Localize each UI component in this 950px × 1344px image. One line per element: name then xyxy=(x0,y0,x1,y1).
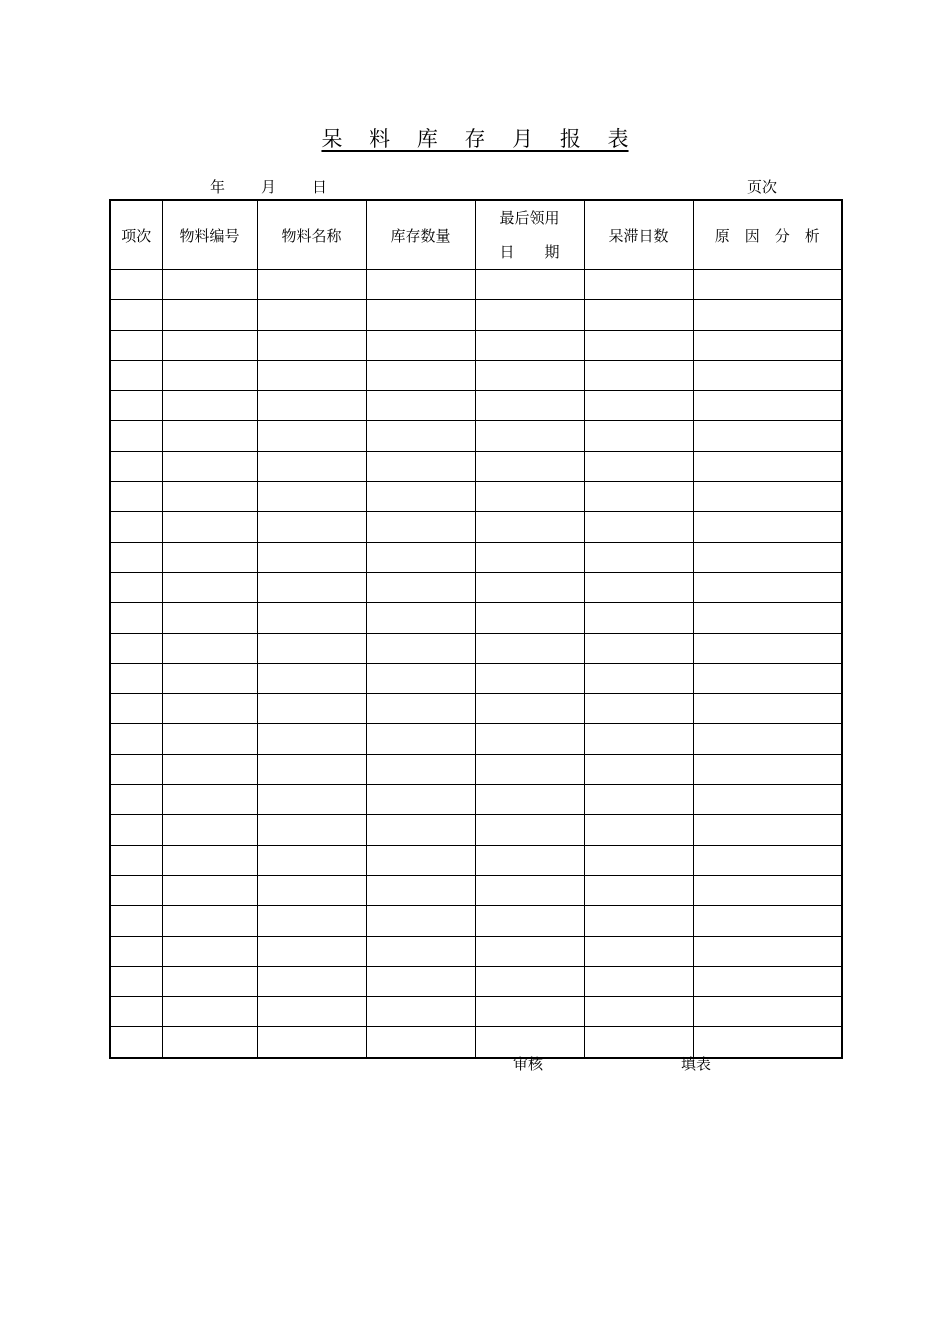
table-cell[interactable] xyxy=(257,391,366,421)
table-cell[interactable] xyxy=(162,482,257,512)
page-number-label: 页次 xyxy=(747,178,778,196)
table-row xyxy=(110,966,842,996)
table-cell[interactable] xyxy=(257,482,366,512)
table-cell[interactable] xyxy=(584,724,693,754)
table-row xyxy=(110,572,842,602)
table-cell[interactable] xyxy=(257,603,366,633)
table-cell[interactable] xyxy=(366,360,475,390)
table-cell[interactable] xyxy=(257,542,366,572)
table-cell[interactable] xyxy=(257,906,366,936)
table-cell[interactable] xyxy=(162,724,257,754)
table-cell[interactable] xyxy=(162,815,257,845)
table-cell[interactable] xyxy=(693,391,842,421)
table-cell[interactable] xyxy=(584,694,693,724)
table-cell[interactable] xyxy=(475,482,584,512)
table-cell[interactable] xyxy=(110,936,162,966)
table-cell[interactable] xyxy=(162,300,257,330)
table-cell[interactable] xyxy=(257,1027,366,1058)
header-last-issue-line1: 最后领用 xyxy=(499,209,560,227)
table-cell[interactable] xyxy=(693,815,842,845)
table-cell[interactable] xyxy=(110,633,162,663)
table-cell[interactable] xyxy=(366,512,475,542)
table-cell[interactable] xyxy=(257,360,366,390)
table-cell[interactable] xyxy=(693,694,842,724)
table-cell[interactable] xyxy=(257,936,366,966)
table-cell[interactable] xyxy=(366,936,475,966)
table-cell[interactable] xyxy=(366,451,475,481)
header-reason-analysis: 原 因 分 析 xyxy=(693,200,842,270)
table-cell[interactable] xyxy=(162,360,257,390)
table-cell[interactable] xyxy=(584,542,693,572)
table-cell[interactable] xyxy=(366,724,475,754)
table-cell[interactable] xyxy=(110,542,162,572)
table-cell[interactable] xyxy=(693,997,842,1027)
table-cell[interactable] xyxy=(162,785,257,815)
table-cell[interactable] xyxy=(584,330,693,360)
table-cell[interactable] xyxy=(584,845,693,875)
table-cell[interactable] xyxy=(693,724,842,754)
table-cell[interactable] xyxy=(162,633,257,663)
table-cell[interactable] xyxy=(366,663,475,693)
table-cell[interactable] xyxy=(366,572,475,602)
header-material-code: 物料编号 xyxy=(162,200,257,270)
table-cell[interactable] xyxy=(162,754,257,784)
table-cell[interactable] xyxy=(475,451,584,481)
table-cell[interactable] xyxy=(584,1027,693,1058)
table-cell[interactable] xyxy=(475,330,584,360)
table-cell[interactable] xyxy=(584,966,693,996)
table-cell[interactable] xyxy=(584,482,693,512)
table-cell[interactable] xyxy=(584,633,693,663)
table-row xyxy=(110,694,842,724)
table-cell[interactable] xyxy=(257,663,366,693)
table-cell[interactable] xyxy=(584,360,693,390)
table-cell[interactable] xyxy=(110,663,162,693)
day-label: 日 xyxy=(312,178,328,196)
table-cell[interactable] xyxy=(366,421,475,451)
table-cell[interactable] xyxy=(110,785,162,815)
table-cell[interactable] xyxy=(162,270,257,300)
review-label: 审核 xyxy=(513,1055,544,1073)
table-cell[interactable] xyxy=(257,815,366,845)
table-row xyxy=(110,1027,842,1058)
table-cell[interactable] xyxy=(110,360,162,390)
table-cell[interactable] xyxy=(693,845,842,875)
table-cell[interactable] xyxy=(584,815,693,845)
table-cell[interactable] xyxy=(475,360,584,390)
table-cell[interactable] xyxy=(257,694,366,724)
table-cell[interactable] xyxy=(110,451,162,481)
table-row xyxy=(110,724,842,754)
table-cell[interactable] xyxy=(475,754,584,784)
table-cell[interactable] xyxy=(584,451,693,481)
table-cell[interactable] xyxy=(162,512,257,542)
table-cell[interactable] xyxy=(693,512,842,542)
table-cell[interactable] xyxy=(693,633,842,663)
header-item-no: 项次 xyxy=(110,200,162,270)
table-cell[interactable] xyxy=(162,391,257,421)
header-last-issue-date xyxy=(475,200,584,270)
table-cell[interactable] xyxy=(366,754,475,784)
table-cell[interactable] xyxy=(110,1027,162,1058)
table-row xyxy=(110,936,842,966)
table-cell[interactable] xyxy=(110,754,162,784)
table-row xyxy=(110,603,842,633)
table-cell[interactable] xyxy=(693,360,842,390)
table-cell[interactable] xyxy=(693,482,842,512)
table-cell[interactable] xyxy=(366,633,475,663)
table-cell[interactable] xyxy=(475,997,584,1027)
header-stock-qty: 库存数量 xyxy=(366,200,475,270)
table-cell[interactable] xyxy=(693,300,842,330)
table-cell[interactable] xyxy=(475,270,584,300)
table-cell[interactable] xyxy=(475,300,584,330)
table-cell[interactable] xyxy=(257,997,366,1027)
table-cell[interactable] xyxy=(110,482,162,512)
table-row xyxy=(110,360,842,390)
table-cell[interactable] xyxy=(162,1027,257,1058)
table-cell[interactable] xyxy=(584,572,693,602)
table-cell[interactable] xyxy=(257,754,366,784)
table-cell[interactable] xyxy=(693,785,842,815)
table-cell[interactable] xyxy=(693,572,842,602)
table-row xyxy=(110,815,842,845)
table-cell[interactable] xyxy=(475,785,584,815)
table-cell[interactable] xyxy=(584,512,693,542)
table-cell[interactable] xyxy=(475,633,584,663)
table-cell[interactable] xyxy=(110,391,162,421)
table-cell[interactable] xyxy=(584,997,693,1027)
table-cell[interactable] xyxy=(257,330,366,360)
date-line xyxy=(210,176,327,197)
table-cell[interactable] xyxy=(162,663,257,693)
table-cell[interactable] xyxy=(110,966,162,996)
table-cell[interactable] xyxy=(475,694,584,724)
table-cell[interactable] xyxy=(110,906,162,936)
table-cell[interactable] xyxy=(162,906,257,936)
month-label: 月 xyxy=(261,178,277,196)
table-cell[interactable] xyxy=(693,966,842,996)
table-cell[interactable] xyxy=(693,936,842,966)
table-cell[interactable] xyxy=(257,421,366,451)
report-table xyxy=(109,199,843,1059)
table-row xyxy=(110,542,842,572)
table-cell[interactable] xyxy=(584,936,693,966)
table-row xyxy=(110,845,842,875)
table-cell[interactable] xyxy=(584,754,693,784)
table-cell[interactable] xyxy=(257,633,366,663)
table-cell[interactable] xyxy=(475,572,584,602)
table-cell[interactable] xyxy=(366,330,475,360)
table-cell[interactable] xyxy=(584,421,693,451)
table-cell[interactable] xyxy=(110,694,162,724)
table-cell[interactable] xyxy=(110,512,162,542)
table-row xyxy=(110,906,842,936)
table-cell[interactable] xyxy=(110,572,162,602)
table-cell[interactable] xyxy=(475,663,584,693)
table-cell[interactable] xyxy=(257,966,366,996)
table-cell[interactable] xyxy=(693,330,842,360)
table-cell[interactable] xyxy=(366,542,475,572)
table-cell[interactable] xyxy=(162,845,257,875)
filler-label: 填表 xyxy=(681,1055,712,1073)
table-cell[interactable] xyxy=(162,572,257,602)
table-cell[interactable] xyxy=(693,663,842,693)
table-cell[interactable] xyxy=(110,845,162,875)
table-cell[interactable] xyxy=(584,663,693,693)
table-row xyxy=(110,421,842,451)
table-cell[interactable] xyxy=(475,512,584,542)
table-cell[interactable] xyxy=(162,997,257,1027)
table-cell[interactable] xyxy=(366,845,475,875)
table-cell[interactable] xyxy=(257,875,366,905)
table-row xyxy=(110,997,842,1027)
table-cell[interactable] xyxy=(110,421,162,451)
table-cell[interactable] xyxy=(162,451,257,481)
table-cell[interactable] xyxy=(475,875,584,905)
table-cell[interactable] xyxy=(693,270,842,300)
table-cell[interactable] xyxy=(693,906,842,936)
table-cell[interactable] xyxy=(475,936,584,966)
table-row xyxy=(110,754,842,784)
form-title-text: 呆 料 库 存 月 报 表 xyxy=(321,127,629,151)
table-cell[interactable] xyxy=(584,785,693,815)
table-cell[interactable] xyxy=(584,270,693,300)
table-cell[interactable] xyxy=(162,694,257,724)
table-cell[interactable] xyxy=(475,845,584,875)
table-row xyxy=(110,785,842,815)
table-cell[interactable] xyxy=(475,815,584,845)
table-cell[interactable] xyxy=(257,451,366,481)
table-cell[interactable] xyxy=(366,966,475,996)
table-cell[interactable] xyxy=(110,815,162,845)
table-cell[interactable] xyxy=(475,603,584,633)
table-cell[interactable] xyxy=(584,603,693,633)
table-cell[interactable] xyxy=(110,997,162,1027)
table-cell[interactable] xyxy=(475,542,584,572)
table-cell[interactable] xyxy=(366,1027,475,1058)
table-row xyxy=(110,270,842,300)
table-cell[interactable] xyxy=(257,270,366,300)
table-cell[interactable] xyxy=(693,1027,842,1058)
table-cell[interactable] xyxy=(162,421,257,451)
table-cell[interactable] xyxy=(693,603,842,633)
table-row xyxy=(110,391,842,421)
table-cell[interactable] xyxy=(584,906,693,936)
table-cell[interactable] xyxy=(366,391,475,421)
table-cell[interactable] xyxy=(162,542,257,572)
table-cell[interactable] xyxy=(366,785,475,815)
header-idle-days: 呆滞日数 xyxy=(584,200,693,270)
table-cell[interactable] xyxy=(475,966,584,996)
form-title xyxy=(0,123,950,153)
year-label: 年 xyxy=(210,178,226,196)
table-row xyxy=(110,663,842,693)
table-cell[interactable] xyxy=(257,300,366,330)
table-cell[interactable] xyxy=(257,785,366,815)
table-cell[interactable] xyxy=(257,845,366,875)
table-header-row xyxy=(110,200,842,270)
table-cell[interactable] xyxy=(366,300,475,330)
table-cell[interactable] xyxy=(162,603,257,633)
table-cell[interactable] xyxy=(257,572,366,602)
table-cell[interactable] xyxy=(366,815,475,845)
table-row xyxy=(110,451,842,481)
table-cell[interactable] xyxy=(693,451,842,481)
table-cell[interactable] xyxy=(693,421,842,451)
table-row xyxy=(110,512,842,542)
table-cell[interactable] xyxy=(475,391,584,421)
table-cell[interactable] xyxy=(475,906,584,936)
table-cell[interactable] xyxy=(693,754,842,784)
header-last-issue-line2: 日 期 xyxy=(499,243,560,261)
table-row xyxy=(110,482,842,512)
table-cell[interactable] xyxy=(366,694,475,724)
table-cell[interactable] xyxy=(162,966,257,996)
table-row xyxy=(110,300,842,330)
table-cell[interactable] xyxy=(110,724,162,754)
table-cell[interactable] xyxy=(162,330,257,360)
table-cell[interactable] xyxy=(584,875,693,905)
table-cell[interactable] xyxy=(693,875,842,905)
table-cell[interactable] xyxy=(110,270,162,300)
table-cell[interactable] xyxy=(475,421,584,451)
table-cell[interactable] xyxy=(110,330,162,360)
table-cell[interactable] xyxy=(110,300,162,330)
table-cell[interactable] xyxy=(693,542,842,572)
table-row xyxy=(110,330,842,360)
table-cell[interactable] xyxy=(475,724,584,754)
table-row xyxy=(110,633,842,663)
table-cell[interactable] xyxy=(162,936,257,966)
table-row xyxy=(110,875,842,905)
table-cell[interactable] xyxy=(584,300,693,330)
table-cell[interactable] xyxy=(366,603,475,633)
header-material-name: 物料名称 xyxy=(257,200,366,270)
table-cell[interactable] xyxy=(366,997,475,1027)
table-cell[interactable] xyxy=(366,482,475,512)
table-cell[interactable] xyxy=(257,724,366,754)
table-cell[interactable] xyxy=(366,875,475,905)
table-cell[interactable] xyxy=(162,875,257,905)
table-cell[interactable] xyxy=(110,875,162,905)
table-cell[interactable] xyxy=(366,270,475,300)
table-cell[interactable] xyxy=(366,906,475,936)
table-cell[interactable] xyxy=(584,391,693,421)
table-cell[interactable] xyxy=(110,603,162,633)
table-cell[interactable] xyxy=(257,512,366,542)
